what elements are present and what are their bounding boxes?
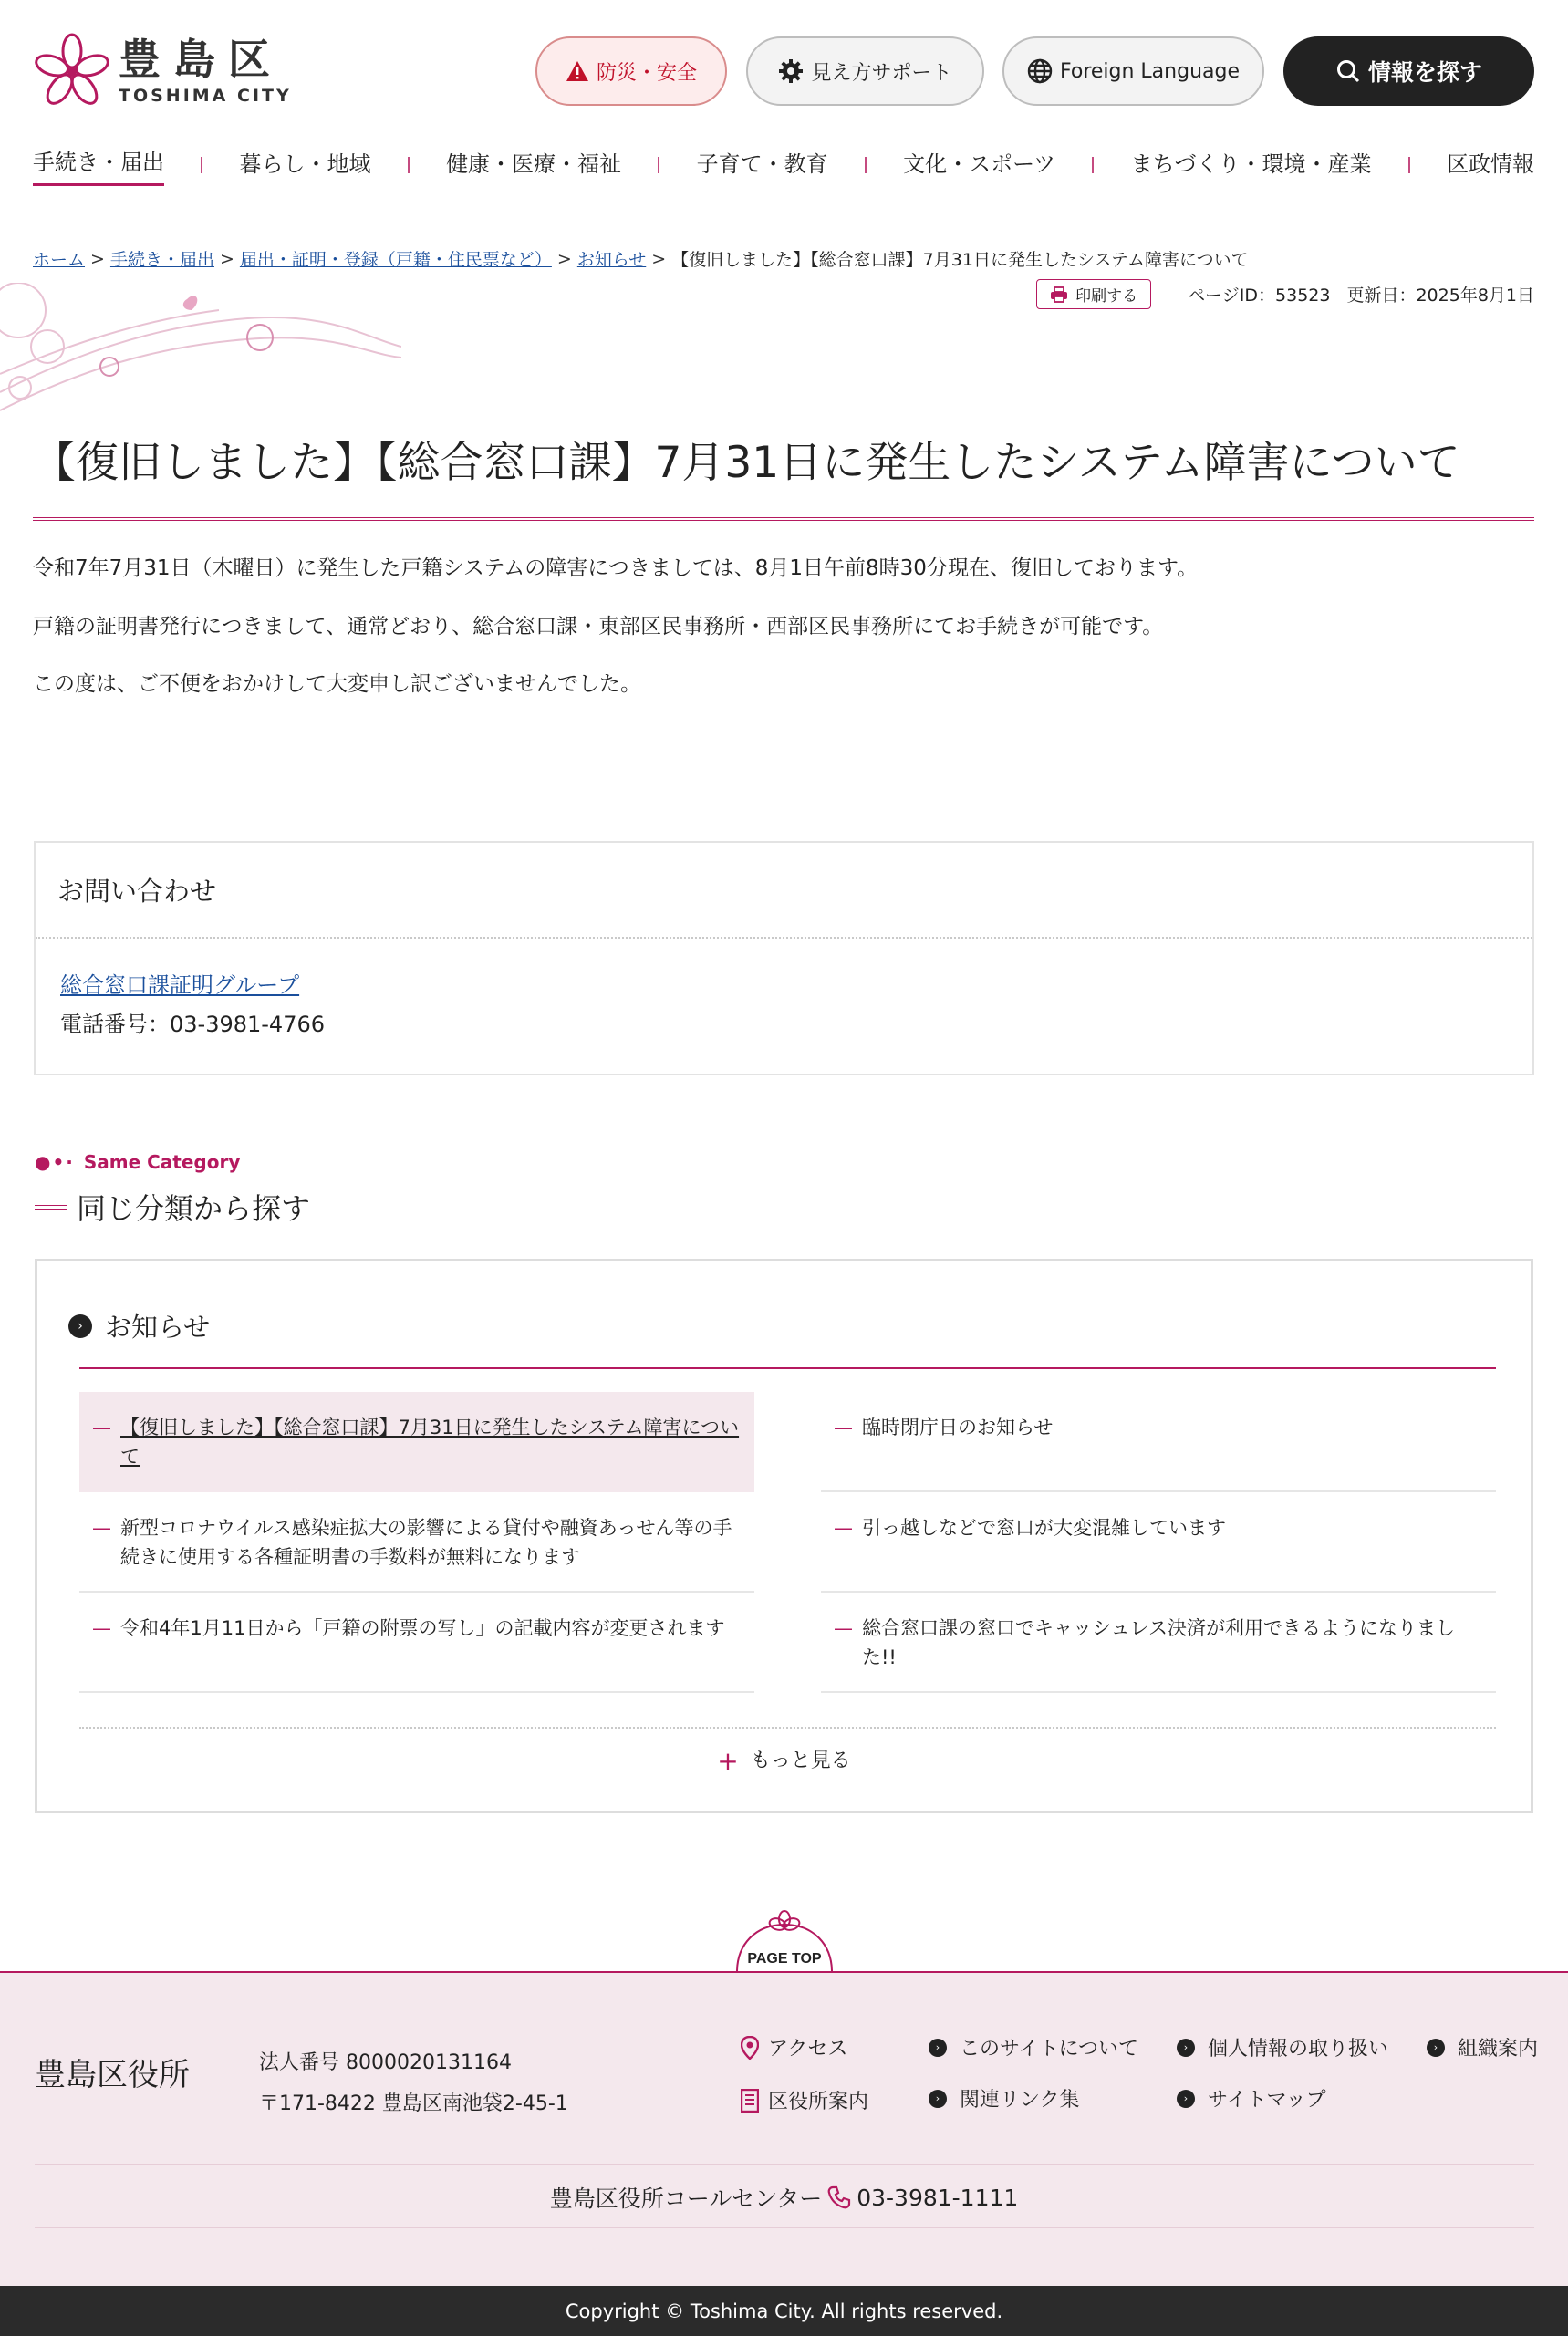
nav-separator — [658, 157, 659, 173]
category-list-item[interactable] — [79, 1392, 754, 1492]
nav-item-living[interactable]: 暮らし・地域 — [239, 151, 371, 177]
chevron-right-icon: › — [929, 2039, 947, 2057]
search-info-button[interactable] — [1283, 36, 1534, 106]
decorative-blossom-swirl — [0, 283, 401, 420]
same-category-en-text: Same Category — [83, 1151, 241, 1173]
category-item-text: 引っ越しなどで窓口が大変混雑しています — [862, 1517, 1226, 1539]
updated-date: 更新日：2025年8月1日 — [1346, 286, 1534, 306]
category-list-item[interactable] — [821, 1593, 1496, 1693]
footer-divider — [35, 2164, 1534, 2165]
site-logo[interactable] — [33, 33, 292, 111]
plus-icon: + — [717, 1746, 739, 1776]
footer-link-label: 関連リンク集 — [960, 2089, 1080, 2112]
breadcrumb — [33, 246, 1249, 271]
foreign-language-button[interactable] — [1002, 36, 1264, 106]
footer-corp-number: 法人番号 8000020131164 — [259, 2051, 512, 2074]
article-paragraph: 令和7年7月31日（木曜日）に発生した戸籍システムの障害につきましては、8月1日午前8時30分現在、復旧しております。 — [33, 556, 1199, 580]
more-link[interactable] — [37, 1745, 1531, 1776]
breadcrumb-separator: > — [90, 248, 105, 269]
printer-icon — [1050, 286, 1068, 303]
copyright: Copyright © Toshima City. All rights reserved. — [0, 2286, 1568, 2336]
more-label: もっと見る — [750, 1749, 851, 1772]
nav-item-culture[interactable]: 文化・スポーツ — [903, 151, 1056, 177]
same-category-jp-text: 同じ分類から探す — [77, 1191, 311, 1226]
nav-separator — [201, 157, 202, 173]
call-center-label: 豊島区役所コールセンター — [549, 2185, 823, 2212]
breadcrumb-procedures[interactable]: 手続き・届出 — [109, 250, 214, 270]
breadcrumb-separator: > — [219, 248, 234, 269]
gear-icon — [778, 58, 804, 84]
dash-icon: — — [92, 1417, 111, 1438]
footer-link-access[interactable] — [741, 2033, 847, 2061]
search-info-label: 情報を探す — [1367, 59, 1482, 86]
category-list — [79, 1392, 1496, 1693]
dash-icon: — — [834, 1617, 853, 1639]
nav-item-government[interactable]: 区政情報 — [1447, 151, 1534, 177]
same-category-heading — [35, 1186, 310, 1228]
footer-link-office-guide[interactable] — [741, 2086, 868, 2114]
footer-divider — [35, 2227, 1534, 2228]
cherry-blossom-logo-icon — [33, 33, 111, 111]
visual-support-label: 見え方サポート — [811, 61, 952, 85]
disaster-safety-button[interactable] — [535, 36, 727, 106]
footer-link-label: アクセス — [768, 2038, 848, 2061]
contact-phone: 電話番号：03-3981-4766 — [60, 1012, 326, 1038]
footer-address: 〒171-8422 豊島区南池袋2-45-1 — [259, 2092, 568, 2116]
nav-item-health[interactable]: 健康・医療・福祉 — [446, 151, 622, 177]
breadcrumb-registration[interactable]: 届出・証明・登録（戸籍・住民票など） — [239, 250, 552, 270]
footer-link-label: サイトマップ — [1208, 2089, 1326, 2112]
breadcrumb-separator: > — [556, 248, 572, 269]
contact-dept-link[interactable]: 総合窓口課証明グループ — [60, 972, 300, 998]
footer-link-label: このサイトについて — [960, 2038, 1139, 2061]
footer-info — [259, 2042, 568, 2124]
breadcrumb-separator: > — [651, 248, 667, 269]
building-icon — [741, 2089, 759, 2113]
nav-separator — [865, 157, 867, 173]
nav-item-procedures[interactable]: 手続き・届出 — [33, 144, 164, 186]
call-center-number[interactable]: 03-3981-1111 — [857, 2184, 1019, 2211]
article-paragraph: 戸籍の証明書発行につきまして、通常どおり、総合窓口課・東部区民事務所・西部区民事務所にてお手続きが可能です。 — [33, 614, 1164, 639]
category-box — [35, 1259, 1533, 1813]
breadcrumb-notices[interactable]: お知らせ — [576, 250, 647, 270]
nav-item-town[interactable]: まちづくり・環境・産業 — [1130, 151, 1372, 177]
footer-link-about[interactable] — [929, 2033, 1138, 2061]
page-meta — [1036, 279, 1534, 309]
footer-link-related[interactable] — [929, 2084, 1080, 2113]
contact-heading: お問い合わせ — [36, 843, 1532, 939]
map-pin-icon — [741, 2036, 759, 2060]
footer-link-label: 個人情報の取り扱い — [1208, 2038, 1389, 2061]
dash-icon: — — [92, 1617, 111, 1639]
breadcrumb-current: 【復旧しました】【総合窓口課】7月31日に発生したシステム障害について — [671, 250, 1249, 270]
page-top-label: PAGE TOP — [747, 1951, 822, 1967]
category-list-item[interactable] — [821, 1492, 1496, 1593]
page-id: ページID：53523 — [1188, 286, 1331, 306]
category-heading[interactable] — [68, 1307, 210, 1344]
nav-separator — [408, 157, 410, 173]
more-divider — [79, 1727, 1496, 1729]
footer — [0, 1971, 1568, 2286]
footer-link-label: 組織案内 — [1458, 2038, 1539, 2061]
chevron-right-icon: › — [1427, 2039, 1445, 2057]
footer-call-center — [0, 2181, 1568, 2214]
category-item-text: 総合窓口課の窓口でキャッシュレス決済が利用できるようになりました!! — [862, 1617, 1455, 1668]
chevron-right-icon: › — [1177, 2039, 1195, 2057]
category-list-item[interactable] — [79, 1593, 754, 1693]
category-item-text: 【復旧しました】【総合窓口課】7月31日に発生したシステム障害について — [120, 1417, 740, 1468]
globe-icon — [1027, 58, 1053, 84]
nav-separator — [1408, 157, 1410, 173]
category-item-text: 臨時閉庁日のお知らせ — [862, 1417, 1054, 1438]
category-title: お知らせ — [105, 1312, 211, 1343]
breadcrumb-home[interactable]: ホーム — [33, 250, 86, 270]
logo-text-en: TOSHIMA CITY — [119, 86, 292, 106]
category-divider — [79, 1367, 1496, 1369]
footer-link-privacy[interactable] — [1177, 2033, 1388, 2061]
dots-icon: ●•· — [35, 1151, 75, 1173]
footer-office-name: 豊島区役所 — [35, 2057, 190, 2093]
print-button[interactable] — [1036, 279, 1151, 309]
heading-bar-icon — [35, 1205, 67, 1210]
global-nav — [33, 144, 1534, 186]
dash-icon: — — [834, 1517, 853, 1539]
dash-icon: — — [834, 1417, 853, 1438]
chevron-right-icon: › — [929, 2090, 947, 2108]
footer-link-organization[interactable] — [1427, 2033, 1538, 2061]
category-list-item[interactable] — [821, 1392, 1496, 1492]
logo-text-jp: 豊島区 — [119, 35, 283, 84]
category-item-text: 令和4年1月11日から「戸籍の附票の写し」の記載内容が変更されます — [120, 1617, 725, 1639]
page-top-button[interactable] — [735, 1908, 834, 1972]
print-label: 印刷する — [1075, 287, 1138, 306]
blossom-icon — [768, 1911, 801, 1932]
category-item-text: 新型コロナウイルス感染症拡大の影響による貸付や融資あっせん等の手続きに使用する各種証明書の手数料が無料になります — [120, 1517, 732, 1568]
search-icon — [1335, 58, 1361, 84]
warning-icon — [566, 60, 589, 82]
category-list-item[interactable] — [79, 1492, 754, 1593]
footer-link-label: 区役所案内 — [768, 2091, 869, 2113]
contact-box — [34, 841, 1534, 1075]
disaster-safety-label: 防災・安全 — [596, 61, 697, 85]
dash-icon: — — [92, 1517, 111, 1539]
nav-separator — [1092, 157, 1094, 173]
chevron-right-icon: › — [1177, 2090, 1195, 2108]
page-title: 【復旧しました】【総合窓口課】7月31日に発生したシステム障害について — [33, 429, 1534, 521]
same-category-label-en — [35, 1151, 240, 1173]
phone-icon — [827, 2185, 851, 2209]
article-paragraph: この度は、ご不便をおかけして大変申し訳ございませんでした。 — [33, 672, 641, 696]
article-body — [33, 553, 1534, 727]
nav-item-childcare[interactable]: 子育て・教育 — [696, 151, 828, 177]
footer-link-sitemap[interactable] — [1177, 2084, 1326, 2113]
visual-support-button[interactable] — [746, 36, 984, 106]
foreign-language-label: Foreign Language — [1059, 59, 1240, 83]
chevron-right-icon: › — [68, 1314, 92, 1338]
